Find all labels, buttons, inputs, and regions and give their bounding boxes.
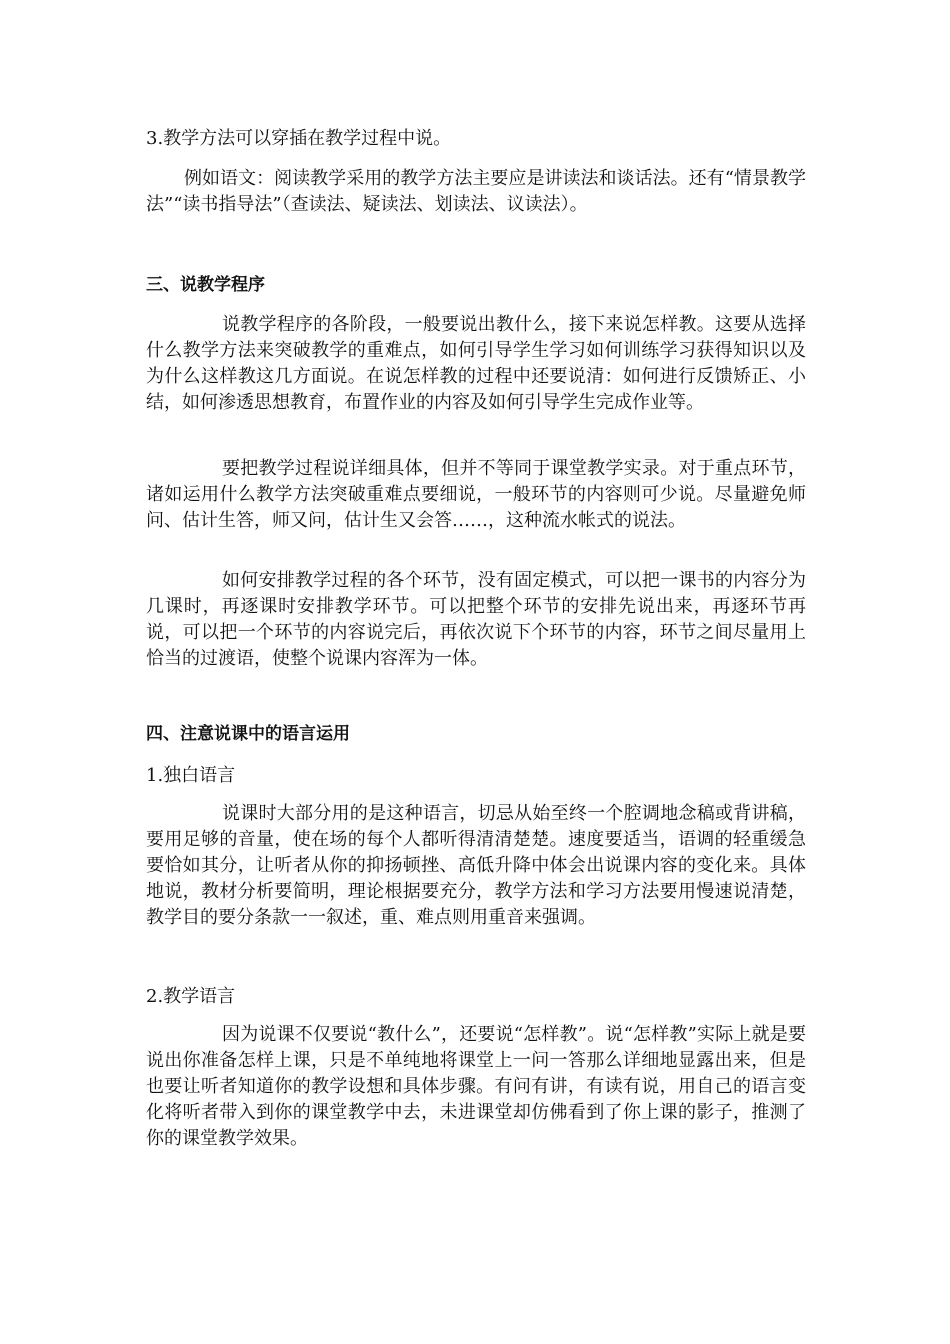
subheading-teaching-language: 2.教学语言 [146, 986, 236, 1007]
paragraph-teaching-language: 因为说课不仅要说“教什么”，还要说“怎样教”。说“怎样教”实际上就是要说出你准备怎样上课，只是不单纯地将课堂上一问一答那么详细地显露出来，但是也要让听者知道你的教学设想和具体步骤。有问有讲，有读有说，用自己的语言变化将听者带入到你的课堂教学中去，未进课堂却仿佛看到了你上课的影子，推测了你的课堂教学效果。 [146, 1024, 806, 1149]
subheading-monologue: 1.独白语言 [146, 765, 236, 786]
paragraph-monologue: 说课时大部分用的是这种语言，切忌从始至终一个腔调地念稿或背讲稿，要用足够的音量，使在场的每个人都听得清清楚楚。速度要适当，语调的轻重缓急要恰如其分，让听者从你的抑扬顿挫、高低升降中体会出说课内容的变化来。具体地说，教材分析要简明，理论根据要充分，教学方法和学习方法要用慢速说清楚，教学目的要分条款一一叙述，重、难点则用重音来强调。 [146, 803, 806, 928]
paragraph-teaching-method-3: 3.教学方法可以穿插在教学过程中说。 [146, 128, 452, 149]
paragraph-arrange-steps: 如何安排教学过程的各个环节，没有固定模式，可以把一课书的内容分为几课时，再逐课时安排教学环节。可以把整个环节的安排先说出来，再逐环节再说，可以把一个环节的内容说完后，再依次说下个环节的内容，环节之间尽量用上恰当的过渡语，使整个说课内容浑为一体。 [146, 570, 806, 669]
section-heading-language-use: 四、注意说课中的语言运用 [146, 724, 350, 744]
paragraph-procedure-stages: 说教学程序的各阶段，一般要说出教什么，接下来说怎样教。这要从选择什么教学方法来突破教学的重难点，如何引导学生学习如何训练学习获得知识以及为什么这样教这几方面说。在说怎样教的过程中还要说清：如何进行反馈矫正、小结，如何渗透思想教育，布置作业的内容及如何引导学生完成作业等。 [146, 314, 806, 413]
section-heading-teaching-procedure: 三、说教学程序 [146, 275, 265, 295]
paragraph-chinese-example: 例如语文：阅读教学采用的教学方法主要应是讲读法和谈话法。还有“情景教学法”“读书指导法”（查读法、疑读法、划读法、议读法）。 [146, 168, 806, 215]
paragraph-process-detail: 要把教学过程说详细具体，但并不等同于课堂教学实录。对于重点环节，诸如运用什么教学方法突破重难点要细说，一般环节的内容则可少说。尽量避免师问、估计生答，师又问，估计生又会答……，这种流水帐式的说法。 [146, 458, 806, 531]
